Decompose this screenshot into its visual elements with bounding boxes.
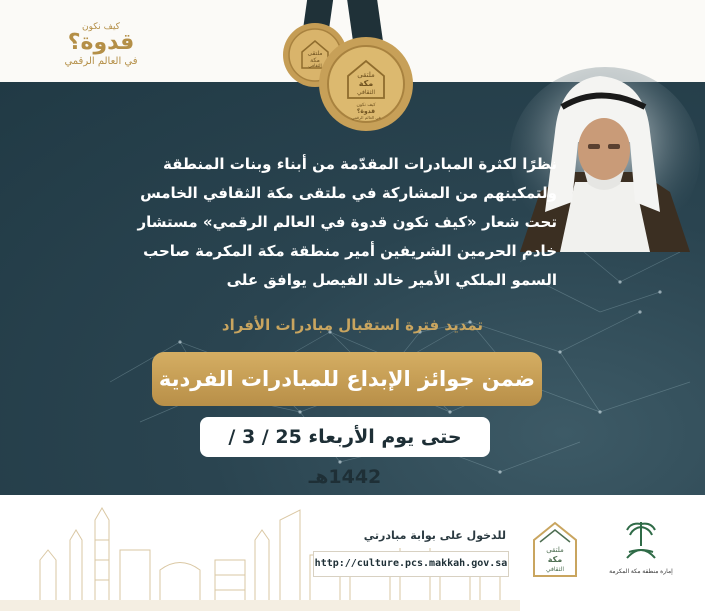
- medal-front-line1: ملتقى: [357, 71, 375, 79]
- medal-front-line6: في العالم الرقمي: [351, 115, 381, 120]
- portal-entry-label: للدخول على بوابة مبادرتي: [316, 524, 506, 548]
- body-line: السمو الملكي الأمير خالد الفيصل يوافق على: [226, 271, 557, 289]
- extension-heading: تمديد فترة استقبال مبادرات الأفراد: [221, 316, 484, 334]
- palm-swords-emblem-icon: [621, 518, 661, 562]
- medal-front: [318, 36, 414, 132]
- qudwa-logo: [46, 22, 156, 67]
- medal-front-line3: الثقافي: [356, 89, 376, 96]
- medal-back-line1: ملتقى: [307, 50, 323, 57]
- announcement-text: [37, 150, 557, 295]
- makkah-emirate-logo: [596, 518, 686, 588]
- medal-ribbon-front: [347, 0, 383, 40]
- award-banner: ضمن جوائز الإبداع للمبادرات الفردية: [152, 352, 542, 406]
- forum-logo-line3: الثقافي: [545, 566, 565, 573]
- forum-logo-line1: ملتقى: [546, 546, 564, 554]
- medal-front-line4: كيف نكون: [356, 103, 376, 108]
- body-line: ولتمكينهم من المشاركة في ملتقى مكة الثقافي الخامس: [140, 184, 557, 202]
- medal-back-line3: الثقافي: [308, 64, 322, 69]
- medal-front-line5: قدوة؟: [356, 108, 376, 115]
- logo-title: قدوة؟: [67, 30, 135, 55]
- portal-url-link[interactable]: http://culture.pcs.makkah.gov.sa: [313, 551, 509, 577]
- medal-back-line2: مكة: [310, 57, 320, 64]
- body-line: تحت شعار «كيف نكون قدوة في العالم الرقمي» مستشار: [137, 213, 557, 231]
- logo-small-text: كيف نكون: [82, 22, 120, 32]
- makkah-forum-logo: [530, 520, 580, 580]
- emirate-caption: إمارة منطقة مكة المكرمة: [609, 569, 673, 575]
- forum-logo-line2: مكة: [547, 555, 563, 564]
- body-line: نظرًا لكثرة المبادرات المقدّمة من أبناء وبنات المنطقة: [163, 155, 557, 173]
- body-line: خادم الحرمين الشريفين أمير منطقة مكة المكرمة صاحب: [143, 242, 557, 260]
- deadline-banner: حتى يوم الأربعاء 25 / 3 / 1442هـ: [200, 417, 490, 457]
- medal-front-line2: مكة: [358, 79, 374, 88]
- logo-subtitle: في العالم الرقمي: [64, 56, 138, 67]
